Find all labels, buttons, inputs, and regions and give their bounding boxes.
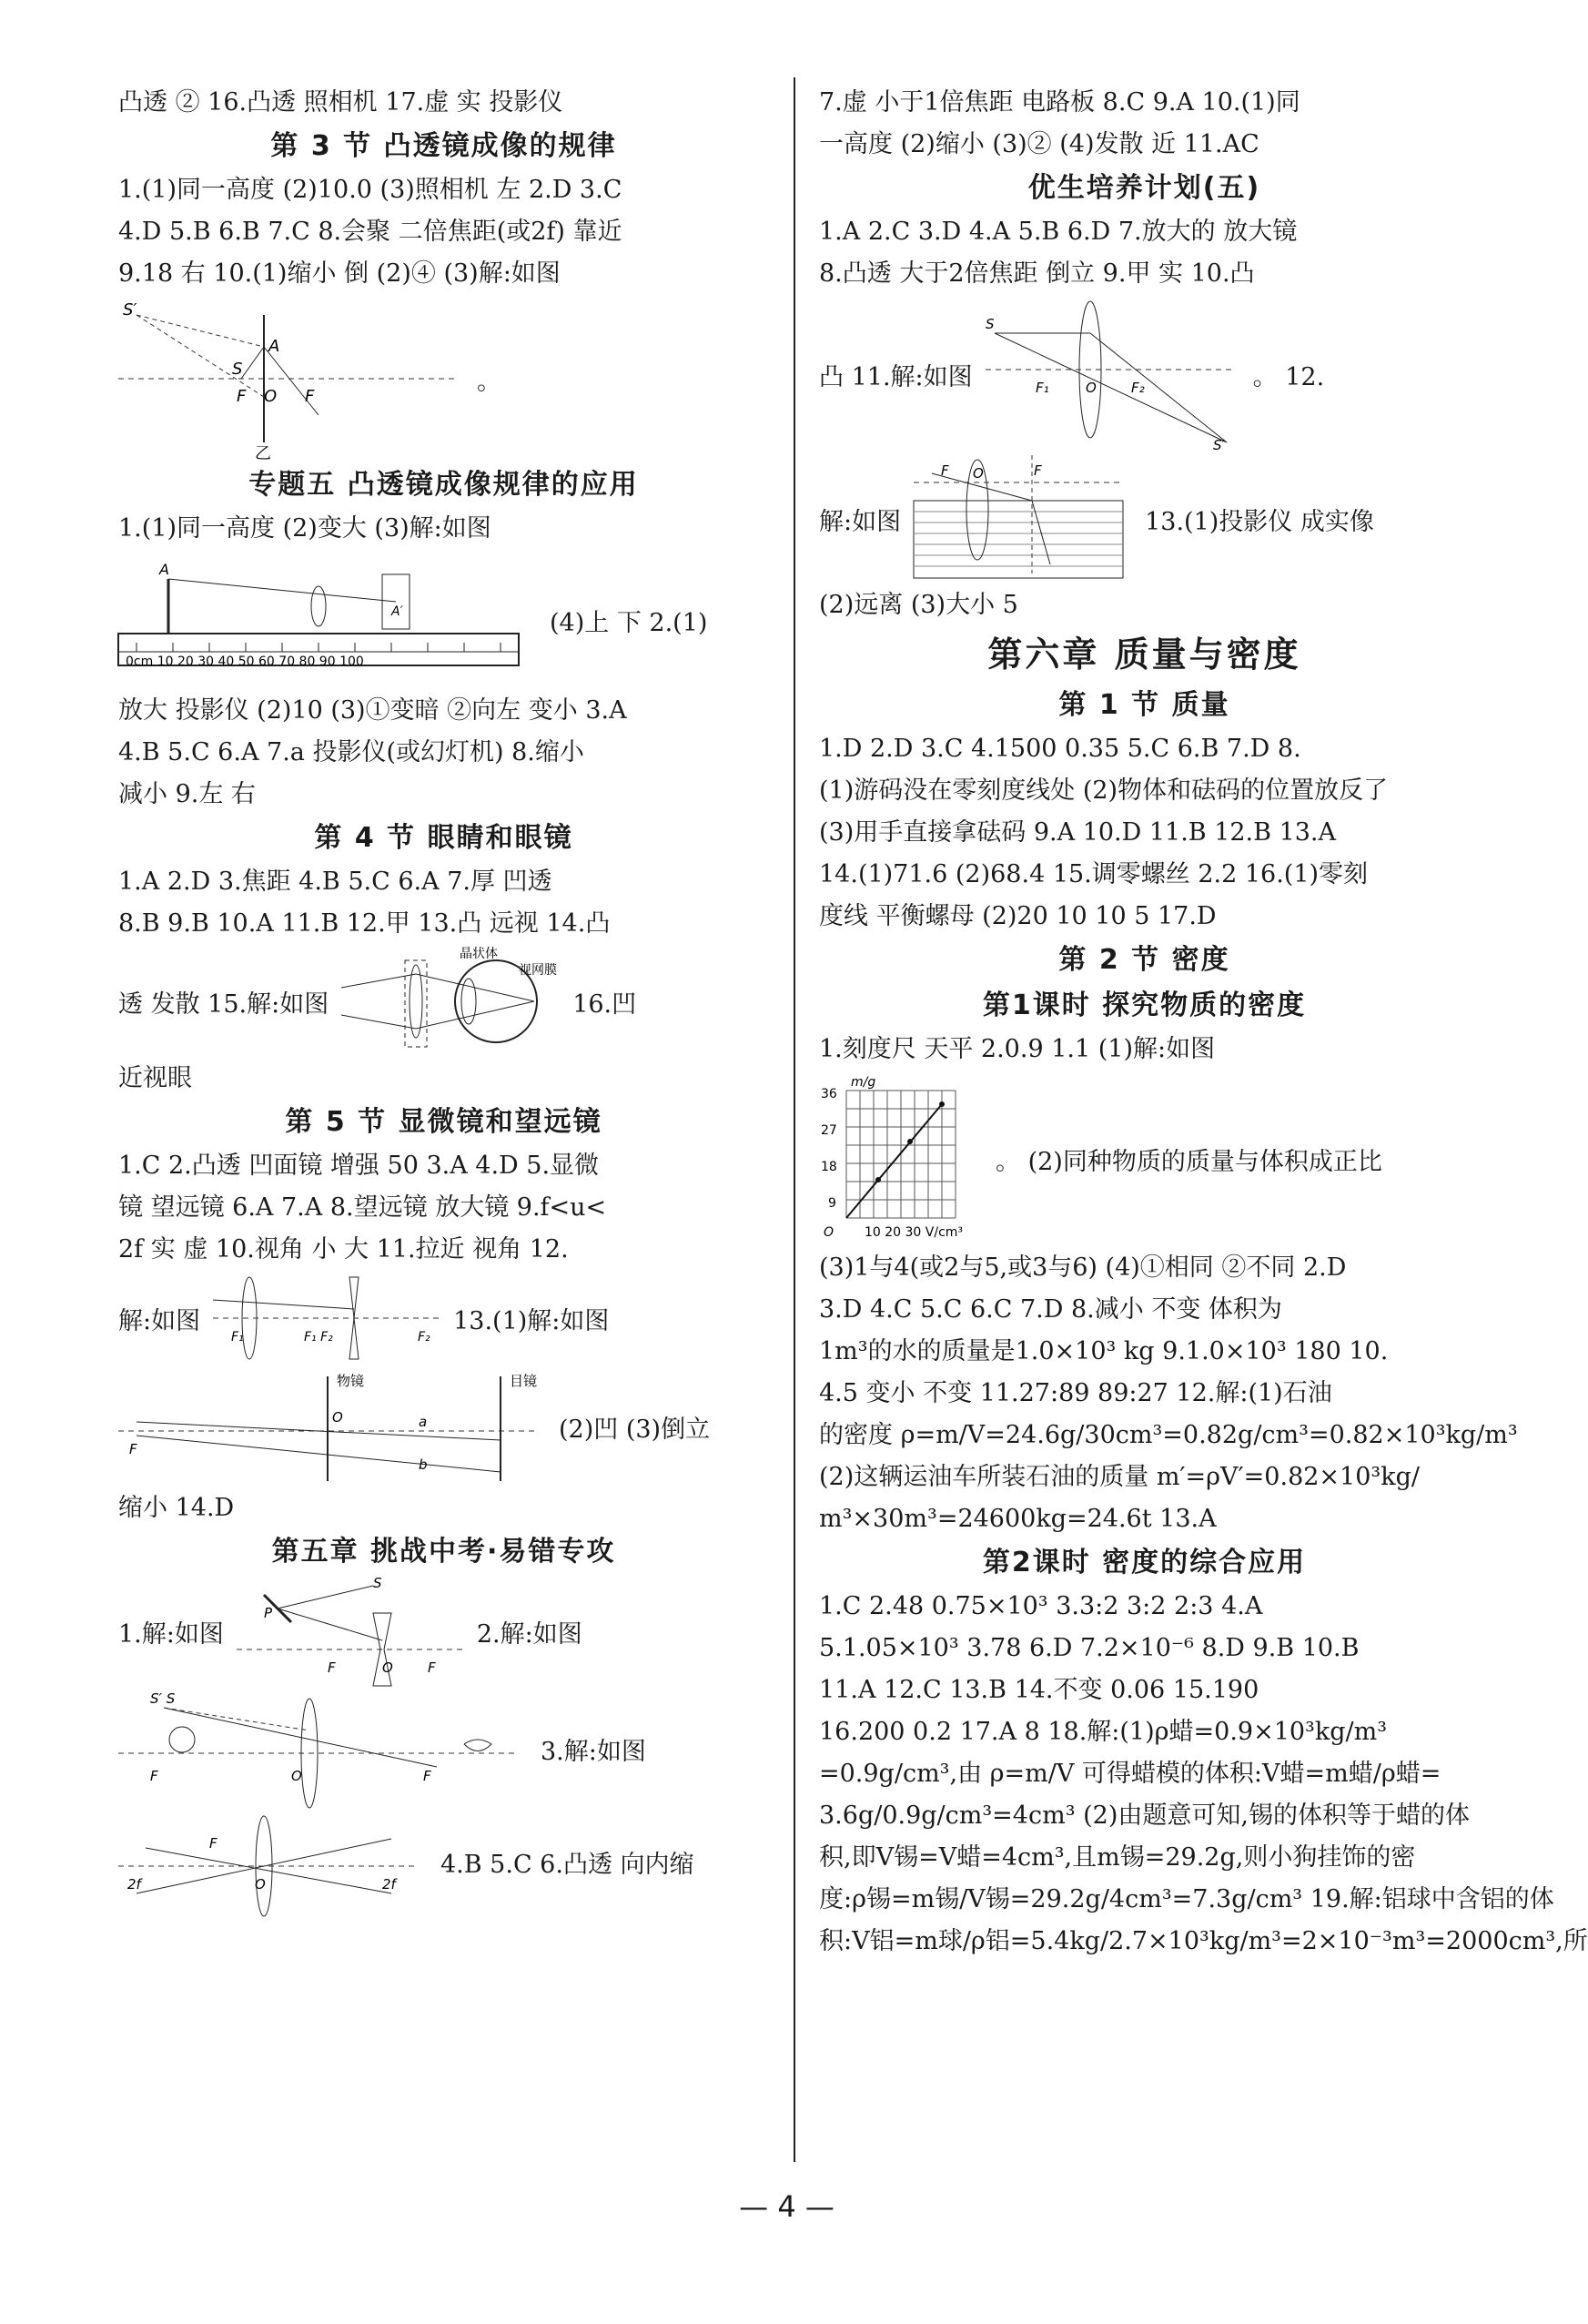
page-number: — 4 — xyxy=(739,2189,834,2224)
svg-text:F₁ F₂: F₁ F₂ xyxy=(304,1330,333,1345)
svg-text:F₁: F₁ xyxy=(1035,380,1049,396)
svg-text:视网膜: 视网膜 xyxy=(519,963,558,978)
text-line: 3.D 4.C 5.C 6.C 7.D 8.减小 不变 体积为 xyxy=(819,1295,1282,1324)
text-line: 1.刻度尺 天平 2.0.9 1.1 (1)解:如图 xyxy=(819,1035,1216,1063)
svg-text:O: O xyxy=(332,1409,343,1426)
telescope-lens-diagram xyxy=(213,1273,440,1364)
section-heading: 第 2 节 密度 xyxy=(1058,944,1230,976)
text-line: 4.5 变小 不变 11.27:89 89:27 12.解:(1)石油 xyxy=(819,1379,1332,1407)
text-line: 1m³的水的质量是1.0×10³ kg 9.1.0×10³ 180 10. xyxy=(819,1337,1389,1365)
chapter-title: 第六章 质量与密度 xyxy=(987,634,1301,675)
formula-line: 积:V铝=m球/ρ铝=5.4kg/2.7×10³kg/m³=2×10⁻³m³=2000cm³,所 xyxy=(819,1927,1588,1955)
lens-water-refraction-diagram xyxy=(914,455,1132,583)
svg-text:9: 9 xyxy=(828,1196,836,1211)
svg-text:2f: 2f xyxy=(127,1876,141,1893)
svg-text:晶状体: 晶状体 xyxy=(460,947,499,961)
text-line: (1)游码没在零刻度线处 (2)物体和砝码的位置放反了 xyxy=(819,776,1389,805)
text-line: m³×30m³=24600kg=24.6t 13.A xyxy=(819,1505,1217,1533)
svg-text:物镜: 物镜 xyxy=(337,1373,365,1389)
svg-text:F: F xyxy=(1034,462,1042,479)
figure-lead: 解:如图 xyxy=(819,507,902,536)
text-line: 4.B 5.C 6.A 7.a 投影仪(或幻灯机) 8.缩小 xyxy=(118,738,584,766)
figure-row xyxy=(819,453,1470,584)
figure-row xyxy=(118,1365,769,1487)
text-line: 8.B 9.B 10.A 11.B 12.甲 13.凸 远视 14.凸 xyxy=(118,909,611,938)
section-heading: 专题五 凸透镜成像规律的应用 xyxy=(248,469,639,501)
svg-text:P: P xyxy=(263,1605,272,1621)
svg-text:F₁: F₁ xyxy=(231,1330,244,1345)
text-line: 缩小 14.D xyxy=(118,1494,235,1522)
figure-row xyxy=(118,1810,769,1913)
text-line: 积,即V锡=V蜡=4cm³,且m锡=29.2g,则小狗挂饰的密 xyxy=(819,1843,1416,1872)
figure-lead: 解:如图 xyxy=(118,1306,201,1335)
section-heading: 第 1 节 质量 xyxy=(1058,689,1230,721)
text-line: 9.18 右 10.(1)缩小 倒 (2)④ (3)解:如图 xyxy=(118,259,561,288)
svg-text:S′: S′ xyxy=(123,300,137,320)
text-line: 减小 9.左 右 xyxy=(118,780,256,808)
eye-diagram xyxy=(341,947,560,1056)
text-line: 16.200 0.2 17.A 8 18.解:(1)ρ蜡=0.9×10³kg/m³ xyxy=(819,1718,1388,1746)
svg-text:F: F xyxy=(941,462,949,479)
figure-caption: 。 (2)同种物质的质量与体积成正比 xyxy=(996,1147,1382,1176)
convex-lens-ray-diagram xyxy=(118,297,464,461)
svg-text:36: 36 xyxy=(821,1087,837,1101)
svg-text:S′: S′ xyxy=(1212,437,1225,453)
text-line: 凸透 ② 16.凸透 照相机 17.虚 实 投影仪 xyxy=(118,88,563,117)
text-line: 1.(1)同一高度 (2)10.0 (3)照相机 左 2.D 3.C xyxy=(118,176,622,204)
figure-row xyxy=(118,295,769,462)
text-line: 5.1.05×10³ 3.78 6.D 7.2×10⁻⁶ 8.D 9.B 10.B xyxy=(819,1634,1360,1662)
svg-text:F: F xyxy=(427,1659,436,1676)
svg-text:O: O xyxy=(264,387,278,406)
convex-lens-image-diagram xyxy=(986,297,1240,452)
section-heading: 优生培养计划(五) xyxy=(1027,172,1261,204)
svg-text:2f: 2f xyxy=(382,1876,396,1893)
svg-text:b: b xyxy=(419,1456,428,1473)
formula-line: 的密度 ρ=m/V=24.6g/30cm³=0.82g/cm³=0.82×10³kg/m³ xyxy=(819,1421,1518,1449)
svg-text:O: O xyxy=(381,1659,393,1676)
figure-lead: 凸 11.解:如图 xyxy=(819,362,973,391)
svg-text:10 20 30 V/cm³: 10 20 30 V/cm³ xyxy=(865,1225,964,1240)
eye-lens-object-diagram xyxy=(118,1690,528,1808)
section-heading: 第 5 节 显微镜和望远镜 xyxy=(285,1106,602,1138)
text-line: 1.C 2.凸透 凹面镜 增强 50 3.A 4.D 5.显微 xyxy=(118,1152,600,1180)
text-line: (2)这辆运油车所装石油的质量 m′=ρV′=0.82×10³kg/ xyxy=(819,1463,1420,1491)
mass-volume-graph xyxy=(819,1072,983,1245)
svg-text:F: F xyxy=(237,387,247,406)
svg-text:0cm 10 20 30 40 50 60 70: 0cm 10 20 30 40 50 60 70 80 90 100 xyxy=(126,655,364,669)
figure-row xyxy=(118,550,769,690)
text-line: 镜 望远镜 6.A 7.A 8.望远镜 放大镜 9.f<u< xyxy=(118,1193,607,1222)
figure-caption: 3.解:如图 xyxy=(541,1737,646,1766)
optical-bench-diagram xyxy=(118,552,537,688)
figure-caption: 13.(1)解:如图 xyxy=(453,1306,610,1335)
text-line: 放大 投影仪 (2)10 (3)①变暗 ②向左 变小 3.A xyxy=(118,696,627,725)
figure-caption: 。 xyxy=(477,367,501,396)
svg-text:乙: 乙 xyxy=(255,444,271,463)
svg-text:S: S xyxy=(232,360,243,379)
subsection-heading: 第2课时 密度的综合应用 xyxy=(982,1547,1307,1578)
svg-text:F: F xyxy=(327,1659,336,1676)
figure-lead: 1.解:如图 xyxy=(118,1619,224,1649)
figure-row xyxy=(118,1688,769,1810)
svg-text:F: F xyxy=(150,1768,158,1784)
section-heading: 第 4 节 眼睛和眼镜 xyxy=(314,822,573,854)
left-column xyxy=(118,82,769,1913)
svg-text:m/g: m/g xyxy=(851,1075,876,1090)
figure-caption: (2)凹 (3)倒立 xyxy=(559,1415,711,1444)
svg-text:18: 18 xyxy=(821,1160,837,1174)
text-line: 近视眼 xyxy=(118,1064,192,1092)
text-line: (2)远离 (3)大小 5 xyxy=(819,591,1018,619)
figure-lead: 透 发散 15.解:如图 xyxy=(118,989,329,1019)
svg-text:a: a xyxy=(419,1414,428,1430)
svg-text:27: 27 xyxy=(821,1123,837,1138)
svg-text:A′: A′ xyxy=(391,604,403,619)
svg-text:目镜: 目镜 xyxy=(510,1373,538,1389)
svg-text:S: S xyxy=(372,1575,382,1591)
subsection-heading: 第1课时 探究物质的密度 xyxy=(982,989,1307,1021)
figure-caption: 。 12. xyxy=(1252,362,1325,391)
section-heading: 第五章 挑战中考·易错专攻 xyxy=(271,1536,616,1568)
figure-caption: 13.(1)投影仪 成实像 xyxy=(1145,507,1374,536)
text-line: 度线 平衡螺母 (2)20 10 10 5 17.D xyxy=(819,902,1217,930)
svg-text:O: O xyxy=(255,1876,266,1893)
formula-line: 度:ρ锡=m锡/V锡=29.2g/4cm³=7.3g/cm³ 19.解:铝球中含铝的体 xyxy=(819,1885,1554,1913)
text-line: 8.凸透 大于2倍焦距 倒立 9.甲 实 10.凸 xyxy=(819,259,1255,288)
figure-caption: 2.解:如图 xyxy=(476,1619,582,1649)
text-line: (3)1与4(或2与5,或3与6) (4)①相同 ②不同 2.D xyxy=(819,1253,1347,1282)
svg-text:O: O xyxy=(824,1225,834,1240)
figure-row xyxy=(819,1071,1470,1247)
figure-row xyxy=(118,1575,769,1688)
svg-text:O: O xyxy=(291,1768,302,1784)
svg-text:O: O xyxy=(1085,380,1097,396)
svg-text:S: S xyxy=(985,316,995,332)
formula-line: 3.6g/0.9g/cm³=4cm³ (2)由题意可知,锡的体积等于蜡的体 xyxy=(819,1801,1470,1830)
text-line: 4.D 5.B 6.B 7.C 8.会聚 二倍焦距(或2f) 靠近 xyxy=(118,218,622,246)
svg-text:F: F xyxy=(129,1441,137,1457)
text-line: 1.A 2.C 3.D 4.A 5.B 6.D 7.放大的 放大镜 xyxy=(819,218,1298,246)
figure-row xyxy=(118,945,769,1058)
text-line: 一高度 (2)缩小 (3)② (4)发散 近 11.AC xyxy=(819,130,1259,158)
text-line: 1.A 2.D 3.焦距 4.B 5.C 6.A 7.厚 凹透 xyxy=(118,868,552,896)
figure-caption: 4.B 5.C 6.凸透 向内缩 xyxy=(440,1850,694,1879)
svg-text:A: A xyxy=(159,561,169,578)
column-divider xyxy=(794,77,795,2162)
svg-text:F: F xyxy=(209,1835,217,1852)
svg-text:F₂: F₂ xyxy=(1130,380,1145,396)
section-heading: 第 3 节 凸透镜成像的规律 xyxy=(270,130,617,162)
text-line: 2f 实 虚 10.视角 小 大 11.拉近 视角 12. xyxy=(118,1235,569,1263)
text-line: (3)用手直接拿砝码 9.A 10.D 11.B 12.B 13.A xyxy=(819,818,1337,847)
right-column xyxy=(819,82,1588,1963)
text-line: 7.虚 小于1倍焦距 电路板 8.C 9.A 10.(1)同 xyxy=(819,88,1300,117)
text-line: 11.A 12.C 13.B 14.不变 0.06 15.190 xyxy=(819,1676,1259,1704)
mirror-concave-lens-diagram xyxy=(237,1577,464,1686)
svg-text:A: A xyxy=(268,337,280,356)
figure-row xyxy=(118,1271,769,1365)
text-line: 1.(1)同一高度 (2)变大 (3)解:如图 xyxy=(118,514,491,543)
figure-caption: (4)上 下 2.(1) xyxy=(550,608,708,637)
svg-text:F: F xyxy=(305,387,315,406)
text-line: 14.(1)71.6 (2)68.4 15.调零螺丝 2.2 16.(1)零刻 xyxy=(819,860,1369,888)
formula-line: =0.9g/cm³,由 ρ=m/V 可得蜡模的体积:V蜡=m蜡/ρ蜡= xyxy=(819,1760,1441,1788)
lens-2f-diagram xyxy=(118,1812,428,1912)
svg-text:O: O xyxy=(973,465,984,482)
svg-text:F: F xyxy=(423,1768,431,1784)
text-line: 1.C 2.48 0.75×10³ 3.3:2 3:2 2:3 4.A xyxy=(819,1592,1263,1620)
microscope-diagram xyxy=(118,1367,546,1486)
figure-caption: 16.凹 xyxy=(572,989,637,1019)
svg-text:S′ S: S′ S xyxy=(150,1690,176,1707)
figure-row xyxy=(819,295,1470,453)
svg-text:F₂: F₂ xyxy=(418,1330,430,1345)
text-line: 1.D 2.D 3.C 4.1500 0.35 5.C 6.B 7.D 8. xyxy=(819,735,1301,763)
